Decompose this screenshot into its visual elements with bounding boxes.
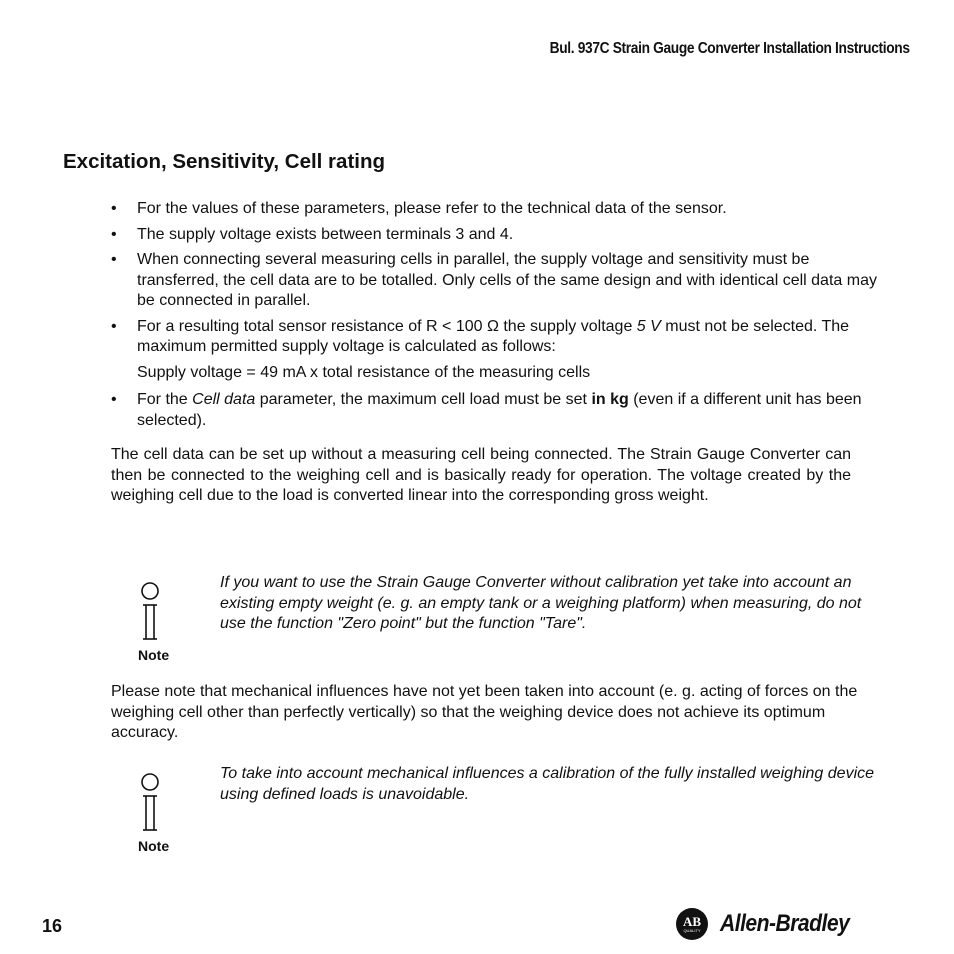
bullet-marker: • xyxy=(111,251,117,268)
note-label: Note xyxy=(138,838,170,854)
body-paragraph: The cell data can be set up without a measuring cell being connected. The Strain Gauge Converter can then be connected to the weighing cell and is basically ready for operation. The voltage created by the weighing cell due to the load is converted linear into the corresponding gross weight. xyxy=(111,446,851,504)
brand-wordmark: Allen-Bradley xyxy=(720,910,850,937)
bullet-text: The supply voltage exists between terminals 3 and 4. xyxy=(137,225,514,243)
list-item xyxy=(111,317,891,358)
page-header-title: Bul. 937C Strain Gauge Converter Installation Instructions xyxy=(549,40,910,57)
note-label: Note xyxy=(138,647,170,663)
body-paragraph: Please note that mechanical influences have not yet been taken into account (e. g. acting of forces on the weighing cell other than perfectly vertically) so that the weighing device does not achieve its optimum accuracy. xyxy=(111,683,858,741)
bullet-marker: • xyxy=(111,391,117,408)
allen-bradley-logo xyxy=(676,908,867,940)
list-item xyxy=(111,225,891,246)
bullet-text: For the Cell data parameter, the maximum cell load must be set in kg (even if a different unit has been selected). xyxy=(137,391,862,429)
bullet-text: For the values of these parameters, please refer to the technical data of the sensor. xyxy=(137,200,727,217)
info-icon xyxy=(138,582,178,642)
page-number: 16 xyxy=(42,916,63,936)
note-text: If you want to use the Strain Gauge Converter without calibration yet take into account an existing empty weight (e. g. an empty tank or a weighing platform) when measuring, do not use the function "Zero point" but the function "Tare". xyxy=(220,574,862,632)
list-item xyxy=(111,199,891,220)
bullet-text: For a resulting total sensor resistance of R < 100 Ω the supply voltage 5 V must not be selected. The maximum permitted supply voltage is calculated as follows: xyxy=(137,317,850,355)
list-item xyxy=(111,390,891,431)
bullet-marker: • xyxy=(111,317,117,335)
bullet-marker: • xyxy=(111,225,117,243)
bullet-marker: • xyxy=(111,200,117,217)
ab-badge-icon: AB QUALITY xyxy=(676,908,708,940)
section-title: Excitation, Sensitivity, Cell rating xyxy=(63,150,386,173)
note-marker xyxy=(138,582,178,663)
note-text: To take into account mechanical influences a calibration of the fully installed weighing device using defined loads is unavoidable. xyxy=(220,765,875,803)
bullet-list xyxy=(111,199,891,436)
formula-line: Supply voltage = 49 mA x total resistance of the measuring cells xyxy=(137,363,591,381)
info-icon xyxy=(138,773,178,833)
bullet-text: When connecting several measuring cells in parallel, the supply voltage and sensitivity must be transferred, the cell data are to be totalled. Only cells of the same design and with identical cell data may be connected in parallel. xyxy=(137,251,877,309)
note-marker xyxy=(138,773,178,854)
list-item xyxy=(111,250,891,312)
